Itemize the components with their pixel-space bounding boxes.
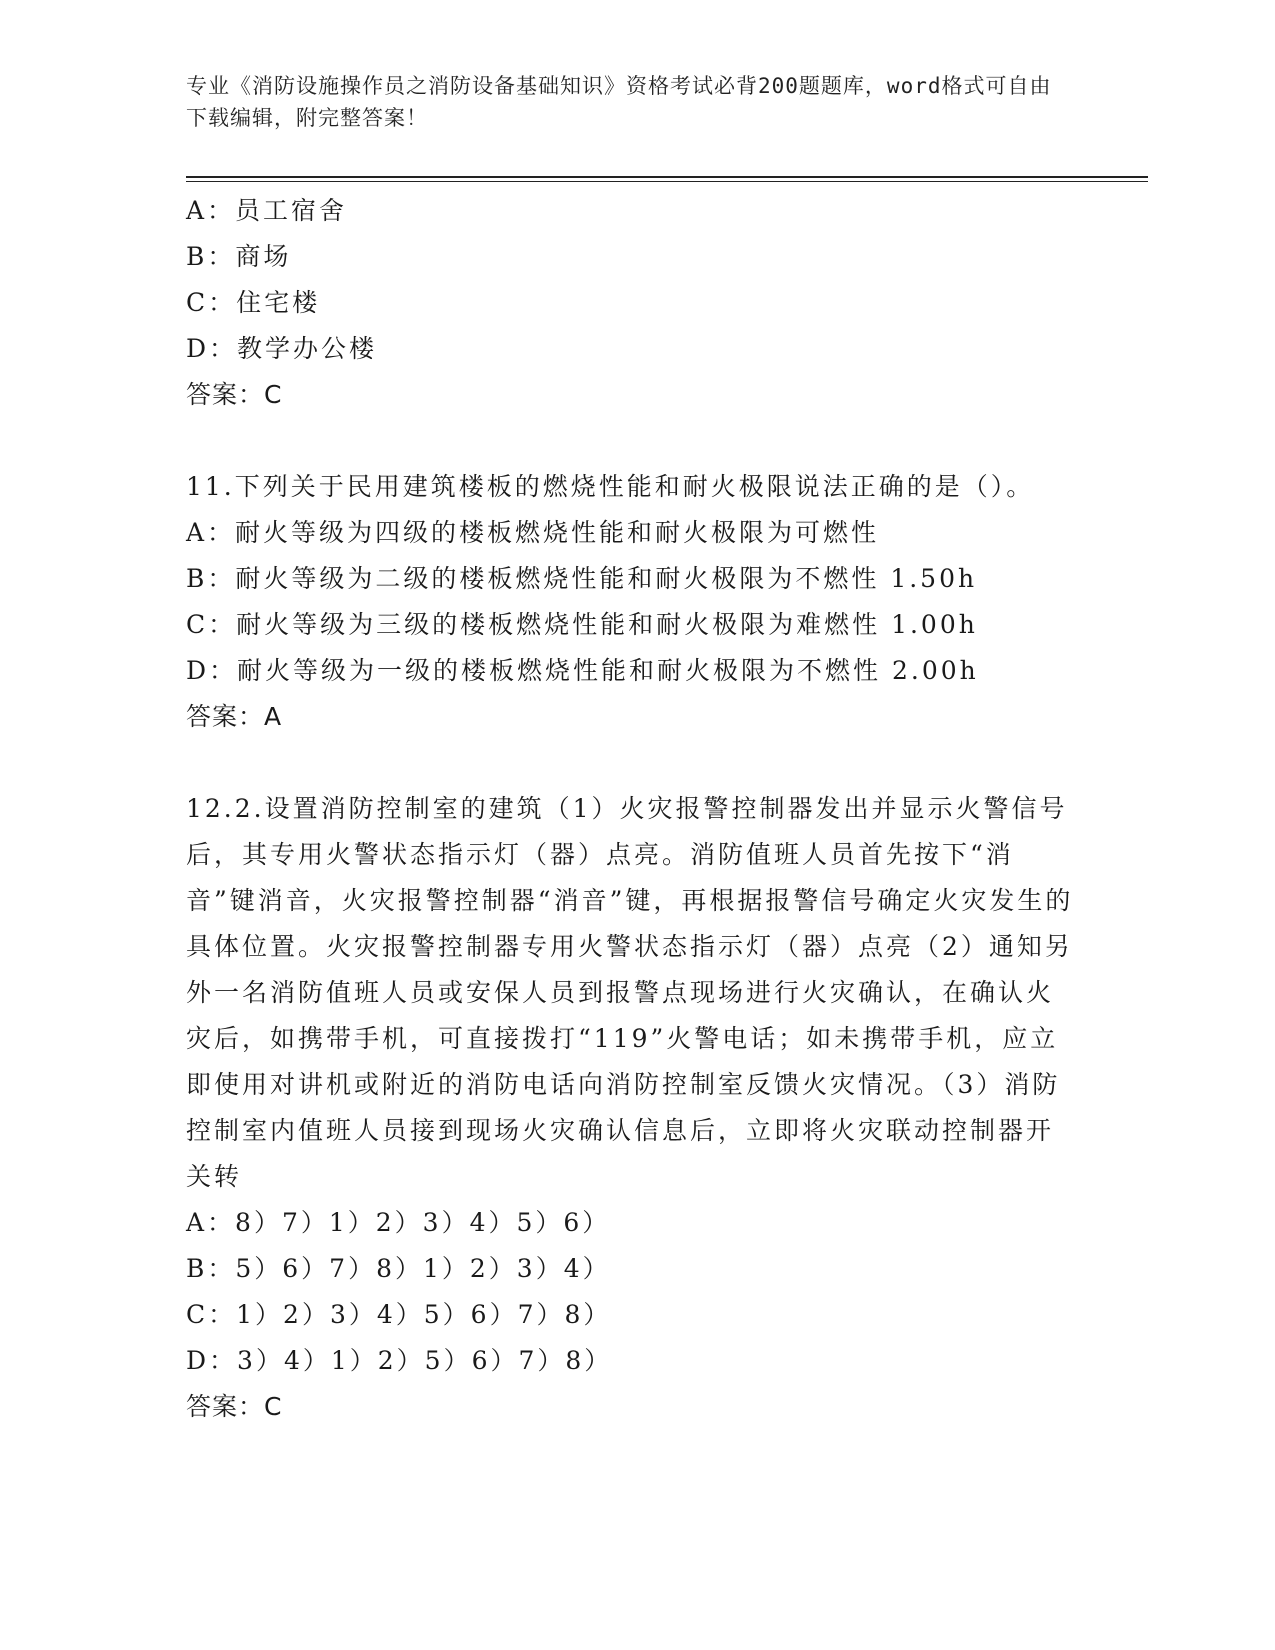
option-a: A：8）7）1）2）3）4）5）6） (186, 1208, 611, 1237)
header-rule-thin (186, 181, 1148, 182)
answer-line: 答案：C (186, 380, 283, 409)
spacer (186, 740, 1086, 786)
option-a: A：员工宿舍 (186, 196, 348, 225)
option-d: D：耐火等级为一级的楼板燃烧性能和耐火极限为不燃性 2.00h (186, 656, 979, 685)
question-list (186, 188, 1086, 1430)
question-stem: 12.2.设置消防控制室的建筑（1）火灾报警控制器发出并显示火警信号后，其专用火警状态指示灯（器）点亮。消防值班人员首先按下“消音”键消音，火灾报警控制器“消音”键，再根据报警信号确定火灾发生的具体位置。火灾报警控制器专用火警状态指示灯（器）点亮（2）通知另外一名消防值班人员或安保人员到报警点现场进行火灾确认，在确认火灾后，如携带手机，可直接拨打“119”火警电话；如未携带手机，应立即使用对讲机或附近的消防电话向消防控制室反馈火灾情况。（3）消防控制室内值班人员接到现场火灾确认信息后，立即将火灾联动控制器开关转 (186, 794, 1074, 1191)
page-header: 专业《消防设施操作员之消防设备基础知识》资格考试必背200题题库，word格式可自由下载编辑，附完整答案！ (186, 74, 1052, 130)
option-c: C：1）2）3）4）5）6）7）8） (186, 1300, 612, 1329)
answer-line: 答案：C (186, 1392, 283, 1421)
question-12 (186, 786, 1086, 1430)
question-10 (186, 188, 1086, 418)
option-b: B：商场 (186, 242, 292, 271)
option-d: D：教学办公楼 (186, 334, 378, 363)
option-c: C：住宅楼 (186, 288, 321, 317)
option-b: B：5）6）7）8）1）2）3）4） (186, 1254, 611, 1283)
option-a: A：耐火等级为四级的楼板燃烧性能和耐火极限为可燃性 (186, 518, 880, 547)
question-11 (186, 464, 1086, 740)
question-stem: 11.下列关于民用建筑楼板的燃烧性能和耐火极限说法正确的是（）。 (186, 472, 1035, 501)
option-c: C：耐火等级为三级的楼板燃烧性能和耐火极限为难燃性 1.00h (186, 610, 978, 639)
spacer (186, 418, 1086, 464)
option-b: B：耐火等级为二级的楼板燃烧性能和耐火极限为不燃性 1.50h (186, 564, 978, 593)
option-d: D：3）4）1）2）5）6）7）8） (186, 1346, 613, 1375)
header-rule-thick (186, 176, 1148, 178)
answer-line: 答案：A (186, 702, 283, 731)
